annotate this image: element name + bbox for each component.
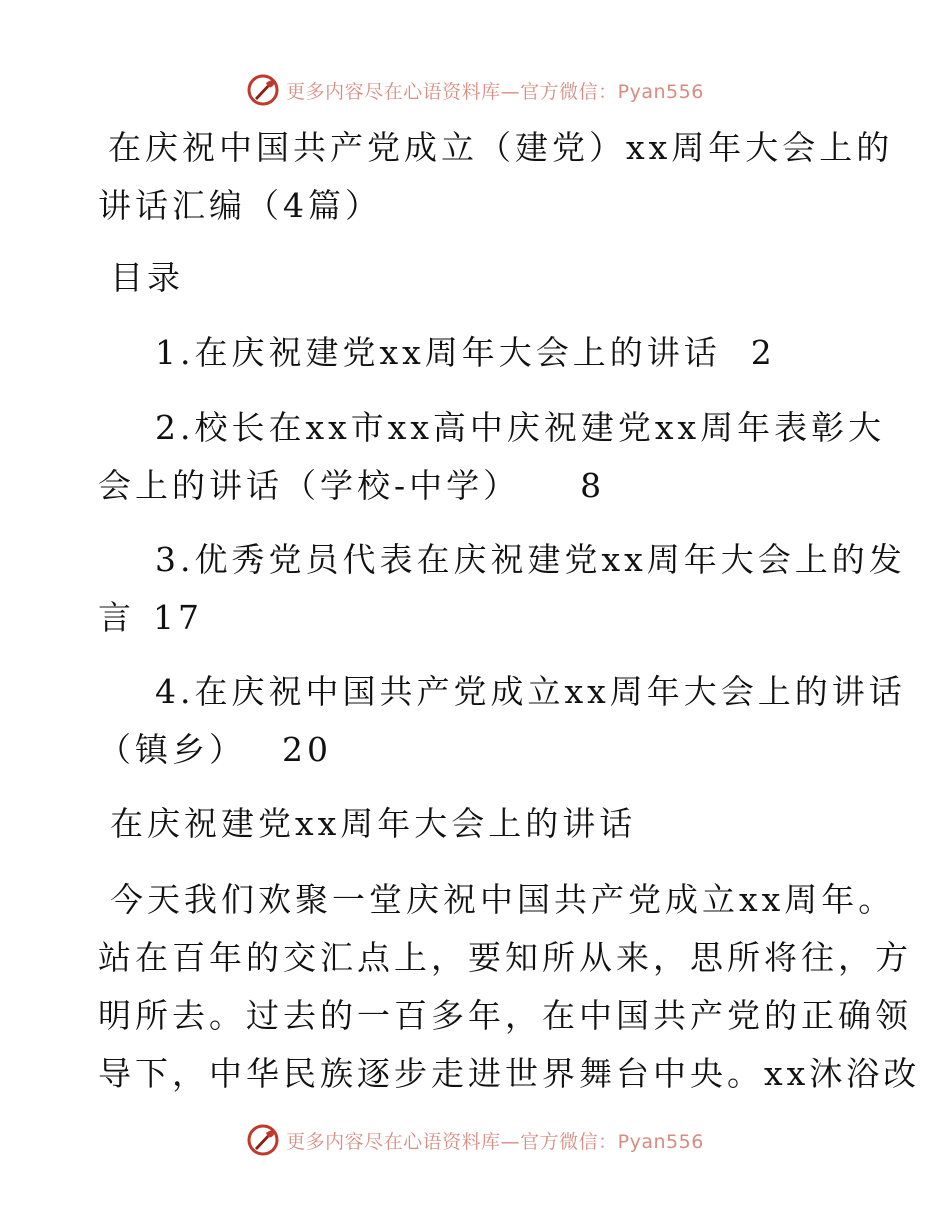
toc-item-3-cont[interactable] bbox=[98, 598, 203, 638]
quill-logo-icon bbox=[246, 73, 280, 107]
toc-item-title: 1.在庆祝建党xx周年大会上的讲话 bbox=[155, 333, 721, 372]
watermark-text: 更多内容尽在心语资料库—官方微信：Pyan556 bbox=[286, 1130, 704, 1153]
toc-item-title: 2.校长在xx市xx高中庆祝建党xx周年表彰大 bbox=[155, 408, 886, 447]
body-line-3: 明所去。过去的一百多年，在中国共产党的正确领 bbox=[98, 996, 912, 1035]
document-title-line-2: 讲话汇编（4篇） bbox=[98, 186, 382, 225]
toc-item-page: 8 bbox=[580, 466, 606, 505]
toc-item-title-cont: 会上的讲话（学校-中学） bbox=[98, 466, 521, 505]
document-title-line-1: 在庆祝中国共产党成立（建党）xx周年大会上的 bbox=[108, 128, 894, 167]
body-line-4: 导下，中华民族逐步走进世界舞台中央。xx沐浴改 bbox=[98, 1054, 921, 1093]
footer-watermark-banner bbox=[0, 1120, 950, 1160]
toc-item-3[interactable] bbox=[155, 540, 906, 580]
body-line-2: 站在百年的交汇点上，要知所从来，思所将往，方 bbox=[98, 938, 912, 977]
header-watermark-banner bbox=[0, 70, 950, 110]
quill-logo-icon bbox=[246, 1123, 280, 1157]
toc-item-page: 2 bbox=[750, 333, 776, 372]
section-title: 在庆祝建党xx周年大会上的讲话 bbox=[110, 804, 637, 843]
toc-item-title-cont: （镇乡） bbox=[98, 730, 246, 769]
body-line-1: 今天我们欢聚一堂庆祝中国共产党成立xx周年。 bbox=[110, 880, 896, 919]
toc-item-title: 3.优秀党员代表在庆祝建党xx周年大会上的发 bbox=[155, 540, 906, 579]
toc-item-page: 17 bbox=[153, 598, 203, 637]
toc-item-title-cont: 言 bbox=[98, 598, 135, 637]
toc-item-title: 4.在庆祝中国共产党成立xx周年大会上的讲话 bbox=[155, 672, 906, 711]
toc-heading: 目录 bbox=[110, 258, 184, 297]
toc-item-1[interactable] bbox=[155, 333, 776, 373]
toc-item-2-cont[interactable] bbox=[98, 466, 605, 506]
toc-item-page: 20 bbox=[282, 730, 332, 769]
watermark-text: 更多内容尽在心语资料库—官方微信：Pyan556 bbox=[286, 80, 704, 103]
toc-item-4[interactable] bbox=[155, 672, 906, 712]
toc-item-4-cont[interactable] bbox=[98, 730, 332, 770]
toc-item-2[interactable] bbox=[155, 408, 885, 448]
